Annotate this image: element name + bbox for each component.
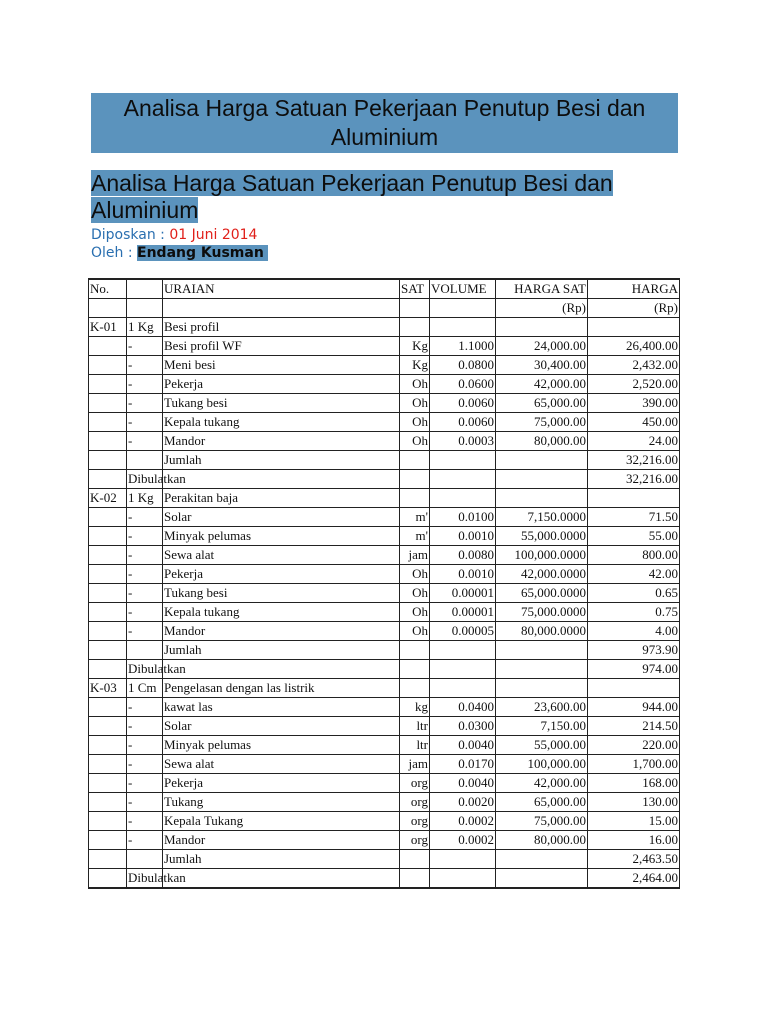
cell-volume: 0.0010 bbox=[430, 565, 496, 584]
cell-sat: org bbox=[400, 774, 430, 793]
cell-qty: - bbox=[127, 546, 163, 565]
cell-harga: 450.00 bbox=[588, 413, 680, 432]
cell-sat: org bbox=[400, 831, 430, 850]
cell-no bbox=[88, 565, 127, 584]
cell-harga: 220.00 bbox=[588, 736, 680, 755]
cell-sat: jam bbox=[400, 755, 430, 774]
cell-qty: 1 Kg bbox=[127, 318, 163, 337]
cell-sat: m' bbox=[400, 527, 430, 546]
cell-harga-sat: 42,000.00 bbox=[496, 375, 588, 394]
table-row bbox=[88, 698, 680, 717]
cell-qty: 1 Kg bbox=[127, 489, 163, 508]
cell-uraian: Besi profil bbox=[163, 318, 400, 337]
posted-date[interactable]: 01 Juni 2014 bbox=[169, 227, 258, 243]
cell-sat: Oh bbox=[400, 432, 430, 451]
table-row bbox=[88, 527, 680, 546]
cell-uraian: Pekerja bbox=[163, 375, 400, 394]
cell-uraian: Solar bbox=[163, 717, 400, 736]
cell-qty: - bbox=[127, 375, 163, 394]
cell-sat bbox=[400, 679, 430, 698]
table-row bbox=[88, 413, 680, 432]
cell-harga: 26,400.00 bbox=[588, 337, 680, 356]
cell-no bbox=[88, 774, 127, 793]
cell-harga: 71.50 bbox=[588, 508, 680, 527]
cell-uraian: Sewa alat bbox=[163, 546, 400, 565]
cell-qty bbox=[127, 641, 163, 660]
cell-uraian: Tukang bbox=[163, 793, 400, 812]
cell-volume bbox=[430, 489, 496, 508]
cell-harga bbox=[588, 318, 680, 337]
cell-harga: 32,216.00 bbox=[588, 451, 680, 470]
cell-uraian bbox=[163, 869, 400, 889]
table-row bbox=[88, 717, 680, 736]
cell-sat bbox=[400, 451, 430, 470]
table-row bbox=[88, 337, 680, 356]
cell-volume: 0.0060 bbox=[430, 413, 496, 432]
table-row bbox=[88, 584, 680, 603]
table-row bbox=[88, 470, 680, 489]
cell-qty: Dibulatkan bbox=[127, 660, 163, 679]
cell-uraian: Pekerja bbox=[163, 565, 400, 584]
table-row bbox=[88, 755, 680, 774]
cell-volume: 0.0020 bbox=[430, 793, 496, 812]
cell-sat bbox=[400, 660, 430, 679]
cell-no bbox=[88, 413, 127, 432]
cell-qty: - bbox=[127, 584, 163, 603]
cell-harga: 2,432.00 bbox=[588, 356, 680, 375]
cell-volume: 0.0040 bbox=[430, 774, 496, 793]
cell-sat bbox=[400, 850, 430, 869]
table-row bbox=[88, 641, 680, 660]
cell-harga: 2,464.00 bbox=[588, 869, 680, 889]
cell-qty bbox=[127, 451, 163, 470]
cell-harga: 390.00 bbox=[588, 394, 680, 413]
cell-sat: kg bbox=[400, 698, 430, 717]
cell-no bbox=[88, 850, 127, 869]
cell-qty bbox=[127, 299, 163, 318]
cell-no bbox=[88, 337, 127, 356]
cell-qty: Dibulatkan bbox=[127, 869, 163, 889]
cell-volume: 0.0010 bbox=[430, 527, 496, 546]
cell-no bbox=[88, 869, 127, 889]
cell-uraian: Mandor bbox=[163, 432, 400, 451]
cell-volume: 0.0002 bbox=[430, 812, 496, 831]
cell-no bbox=[88, 470, 127, 489]
cell-harga-sat: 30,400.00 bbox=[496, 356, 588, 375]
cell-sat: Oh bbox=[400, 375, 430, 394]
cell-harga: 130.00 bbox=[588, 793, 680, 812]
cell-qty: - bbox=[127, 337, 163, 356]
cell-sat: ltr bbox=[400, 736, 430, 755]
cell-no bbox=[88, 698, 127, 717]
table-header-row bbox=[88, 278, 680, 299]
cell-harga: 15.00 bbox=[588, 812, 680, 831]
table-row bbox=[88, 660, 680, 679]
cell-no bbox=[88, 622, 127, 641]
table-row bbox=[88, 622, 680, 641]
cell-uraian: Mandor bbox=[163, 622, 400, 641]
cell-harga-sat: 100,000.0000 bbox=[496, 546, 588, 565]
cell-qty bbox=[127, 850, 163, 869]
cell-volume: 0.0170 bbox=[430, 755, 496, 774]
cell-volume bbox=[430, 869, 496, 889]
cell-harga-sat bbox=[496, 679, 588, 698]
cell-harga-sat: 42,000.0000 bbox=[496, 565, 588, 584]
cell-harga-sat bbox=[496, 489, 588, 508]
cell-no bbox=[88, 394, 127, 413]
cell-sat bbox=[400, 641, 430, 660]
cell-qty bbox=[127, 278, 163, 299]
cell-qty: - bbox=[127, 527, 163, 546]
page-heading bbox=[91, 170, 681, 224]
cell-harga-sat: 100,000.00 bbox=[496, 755, 588, 774]
cell-uraian: Tukang besi bbox=[163, 394, 400, 413]
cell-harga-sat bbox=[496, 641, 588, 660]
cell-uraian: Pekerja bbox=[163, 774, 400, 793]
cell-harga: 944.00 bbox=[588, 698, 680, 717]
cell-volume bbox=[430, 660, 496, 679]
cell-volume: 0.00001 bbox=[430, 603, 496, 622]
cell-qty: - bbox=[127, 793, 163, 812]
cell-volume bbox=[430, 641, 496, 660]
cell-uraian: Besi profil WF bbox=[163, 337, 400, 356]
cell-uraian: Jumlah bbox=[163, 451, 400, 470]
cell-harga: 168.00 bbox=[588, 774, 680, 793]
cell-volume: 0.0300 bbox=[430, 717, 496, 736]
cell-qty: - bbox=[127, 622, 163, 641]
table-row bbox=[88, 736, 680, 755]
cell-harga: 800.00 bbox=[588, 546, 680, 565]
banner-title-box bbox=[91, 93, 678, 153]
cell-volume: 0.00001 bbox=[430, 584, 496, 603]
cell-no bbox=[88, 527, 127, 546]
author-line bbox=[91, 244, 268, 262]
cell-sat: org bbox=[400, 793, 430, 812]
cell-harga bbox=[588, 489, 680, 508]
cell-harga: 42.00 bbox=[588, 565, 680, 584]
table-row bbox=[88, 869, 680, 889]
cell-volume: 0.0003 bbox=[430, 432, 496, 451]
cell-harga-sat: (Rp) bbox=[496, 299, 588, 318]
cell-uraian: Tukang besi bbox=[163, 584, 400, 603]
cell-uraian: Jumlah bbox=[163, 850, 400, 869]
cell-uraian: Meni besi bbox=[163, 356, 400, 375]
cell-volume: 0.0600 bbox=[430, 375, 496, 394]
cell-no bbox=[88, 660, 127, 679]
cell-uraian: Sewa alat bbox=[163, 755, 400, 774]
cell-sat: jam bbox=[400, 546, 430, 565]
cell-qty: - bbox=[127, 812, 163, 831]
cell-harga: 16.00 bbox=[588, 831, 680, 850]
cell-qty: - bbox=[127, 508, 163, 527]
cell-harga-sat: 7,150.00 bbox=[496, 717, 588, 736]
cell-uraian: Kepala tukang bbox=[163, 603, 400, 622]
table-row bbox=[88, 508, 680, 527]
cell-uraian bbox=[163, 299, 400, 318]
cell-harga-sat: 75,000.00 bbox=[496, 413, 588, 432]
cell-harga-sat: 75,000.0000 bbox=[496, 603, 588, 622]
banner-title: Analisa Harga Satuan Pekerjaan Penutup Besi dan Aluminium bbox=[123, 95, 646, 150]
cell-volume: 0.0060 bbox=[430, 394, 496, 413]
cell-harga-sat: 65,000.00 bbox=[496, 793, 588, 812]
cell-harga: 55.00 bbox=[588, 527, 680, 546]
cell-qty: - bbox=[127, 603, 163, 622]
cell-volume bbox=[430, 679, 496, 698]
table-row bbox=[88, 831, 680, 850]
cell-harga-sat bbox=[496, 318, 588, 337]
cell-no: K-02 bbox=[88, 489, 127, 508]
cell-harga: 974.00 bbox=[588, 660, 680, 679]
cell-harga-sat: 80,000.0000 bbox=[496, 622, 588, 641]
cell-harga: 32,216.00 bbox=[588, 470, 680, 489]
cell-sat bbox=[400, 470, 430, 489]
cell-harga-sat: 55,000.00 bbox=[496, 736, 588, 755]
table-row bbox=[88, 812, 680, 831]
table-row bbox=[88, 394, 680, 413]
cell-volume bbox=[430, 850, 496, 869]
cell-volume bbox=[430, 299, 496, 318]
table-row bbox=[88, 679, 680, 698]
cell-sat: Oh bbox=[400, 622, 430, 641]
cell-qty: - bbox=[127, 831, 163, 850]
cell-harga-sat: 75,000.00 bbox=[496, 812, 588, 831]
cell-sat: SAT bbox=[400, 278, 430, 299]
cell-no bbox=[88, 603, 127, 622]
cell-no bbox=[88, 793, 127, 812]
cell-no bbox=[88, 584, 127, 603]
cell-sat: Oh bbox=[400, 394, 430, 413]
cell-harga: (Rp) bbox=[588, 299, 680, 318]
cell-volume: 0.0040 bbox=[430, 736, 496, 755]
cell-sat bbox=[400, 869, 430, 889]
cell-harga-sat bbox=[496, 451, 588, 470]
cell-no bbox=[88, 546, 127, 565]
cell-uraian: Kepala tukang bbox=[163, 413, 400, 432]
table-row bbox=[88, 546, 680, 565]
cell-volume: 1.1000 bbox=[430, 337, 496, 356]
posted-label: Diposkan : bbox=[91, 227, 165, 243]
table-row bbox=[88, 565, 680, 584]
cell-qty: - bbox=[127, 432, 163, 451]
cell-harga bbox=[588, 679, 680, 698]
cell-sat: Kg bbox=[400, 337, 430, 356]
table-row bbox=[88, 451, 680, 470]
cell-harga-sat: HARGA SAT bbox=[496, 278, 588, 299]
cell-uraian bbox=[163, 470, 400, 489]
cell-uraian: Mandor bbox=[163, 831, 400, 850]
cell-no bbox=[88, 356, 127, 375]
cell-sat: m' bbox=[400, 508, 430, 527]
cell-harga: 0.65 bbox=[588, 584, 680, 603]
cell-sat: Oh bbox=[400, 565, 430, 584]
cell-volume: 0.0400 bbox=[430, 698, 496, 717]
cell-volume bbox=[430, 451, 496, 470]
cell-no bbox=[88, 641, 127, 660]
cell-uraian: URAIAN bbox=[163, 278, 400, 299]
cell-uraian bbox=[163, 660, 400, 679]
cell-volume: VOLUME bbox=[430, 278, 496, 299]
table-row bbox=[88, 603, 680, 622]
table-row bbox=[88, 356, 680, 375]
cell-no bbox=[88, 717, 127, 736]
cell-harga: 24.00 bbox=[588, 432, 680, 451]
cell-harga-sat: 42,000.00 bbox=[496, 774, 588, 793]
cell-qty: - bbox=[127, 736, 163, 755]
cell-uraian: kawat las bbox=[163, 698, 400, 717]
cell-qty: 1 Cm bbox=[127, 679, 163, 698]
cell-harga: 973.90 bbox=[588, 641, 680, 660]
cell-qty: - bbox=[127, 413, 163, 432]
cell-harga: 0.75 bbox=[588, 603, 680, 622]
cell-no bbox=[88, 432, 127, 451]
posted-line bbox=[91, 226, 257, 244]
cell-volume: 0.0080 bbox=[430, 546, 496, 565]
cell-no bbox=[88, 299, 127, 318]
cell-no bbox=[88, 812, 127, 831]
table-row bbox=[88, 774, 680, 793]
table-subheader-row bbox=[88, 299, 680, 318]
author-label: Oleh : bbox=[91, 245, 133, 261]
cell-sat: Kg bbox=[400, 356, 430, 375]
cell-sat bbox=[400, 299, 430, 318]
cell-harga-sat: 65,000.00 bbox=[496, 394, 588, 413]
table-row bbox=[88, 850, 680, 869]
cell-harga-sat: 23,600.00 bbox=[496, 698, 588, 717]
cell-uraian: Perakitan baja bbox=[163, 489, 400, 508]
cell-qty: - bbox=[127, 356, 163, 375]
cell-volume: 0.00005 bbox=[430, 622, 496, 641]
cell-harga-sat: 7,150.0000 bbox=[496, 508, 588, 527]
cell-qty: Dibulatkan bbox=[127, 470, 163, 489]
cell-uraian: Minyak pelumas bbox=[163, 527, 400, 546]
cell-harga: HARGA bbox=[588, 278, 680, 299]
table-row bbox=[88, 318, 680, 337]
cell-qty: - bbox=[127, 565, 163, 584]
cell-harga: 214.50 bbox=[588, 717, 680, 736]
cell-qty: - bbox=[127, 717, 163, 736]
cell-harga-sat: 24,000.00 bbox=[496, 337, 588, 356]
cell-sat: org bbox=[400, 812, 430, 831]
cell-harga-sat: 80,000.00 bbox=[496, 432, 588, 451]
cell-sat bbox=[400, 318, 430, 337]
cell-no: K-01 bbox=[88, 318, 127, 337]
cell-no bbox=[88, 736, 127, 755]
cell-uraian: Jumlah bbox=[163, 641, 400, 660]
cell-uraian: Solar bbox=[163, 508, 400, 527]
cell-harga: 1,700.00 bbox=[588, 755, 680, 774]
cell-no bbox=[88, 451, 127, 470]
author-name[interactable]: Endang Kusman bbox=[137, 245, 268, 261]
page-heading-text: Analisa Harga Satuan Pekerjaan Penutup Besi dan Aluminium bbox=[91, 170, 613, 223]
cell-volume bbox=[430, 318, 496, 337]
cell-harga: 4.00 bbox=[588, 622, 680, 641]
cell-sat: Oh bbox=[400, 603, 430, 622]
cell-volume: 0.0002 bbox=[430, 831, 496, 850]
cell-volume: 0.0800 bbox=[430, 356, 496, 375]
table-row bbox=[88, 489, 680, 508]
cell-qty: - bbox=[127, 774, 163, 793]
cell-uraian: Pengelasan dengan las listrik bbox=[163, 679, 400, 698]
cell-volume bbox=[430, 470, 496, 489]
cell-no bbox=[88, 375, 127, 394]
cell-sat bbox=[400, 489, 430, 508]
cell-sat: Oh bbox=[400, 584, 430, 603]
cell-harga-sat bbox=[496, 660, 588, 679]
cell-sat: Oh bbox=[400, 413, 430, 432]
table-row bbox=[88, 432, 680, 451]
cell-no bbox=[88, 508, 127, 527]
cell-harga-sat: 65,000.0000 bbox=[496, 584, 588, 603]
price-analysis-table bbox=[88, 278, 680, 889]
cell-qty: - bbox=[127, 698, 163, 717]
cell-qty: - bbox=[127, 755, 163, 774]
cell-qty: - bbox=[127, 394, 163, 413]
table-row bbox=[88, 375, 680, 394]
cell-harga-sat bbox=[496, 470, 588, 489]
cell-harga-sat: 55,000.0000 bbox=[496, 527, 588, 546]
cell-harga-sat bbox=[496, 850, 588, 869]
cell-uraian: Kepala Tukang bbox=[163, 812, 400, 831]
cell-harga: 2,520.00 bbox=[588, 375, 680, 394]
cell-harga-sat: 80,000.00 bbox=[496, 831, 588, 850]
table-row bbox=[88, 793, 680, 812]
cell-no: No. bbox=[88, 278, 127, 299]
cell-no bbox=[88, 755, 127, 774]
cell-volume: 0.0100 bbox=[430, 508, 496, 527]
cell-uraian: Minyak pelumas bbox=[163, 736, 400, 755]
cell-harga: 2,463.50 bbox=[588, 850, 680, 869]
cell-no bbox=[88, 831, 127, 850]
cell-no: K-03 bbox=[88, 679, 127, 698]
cell-sat: ltr bbox=[400, 717, 430, 736]
cell-harga-sat bbox=[496, 869, 588, 889]
